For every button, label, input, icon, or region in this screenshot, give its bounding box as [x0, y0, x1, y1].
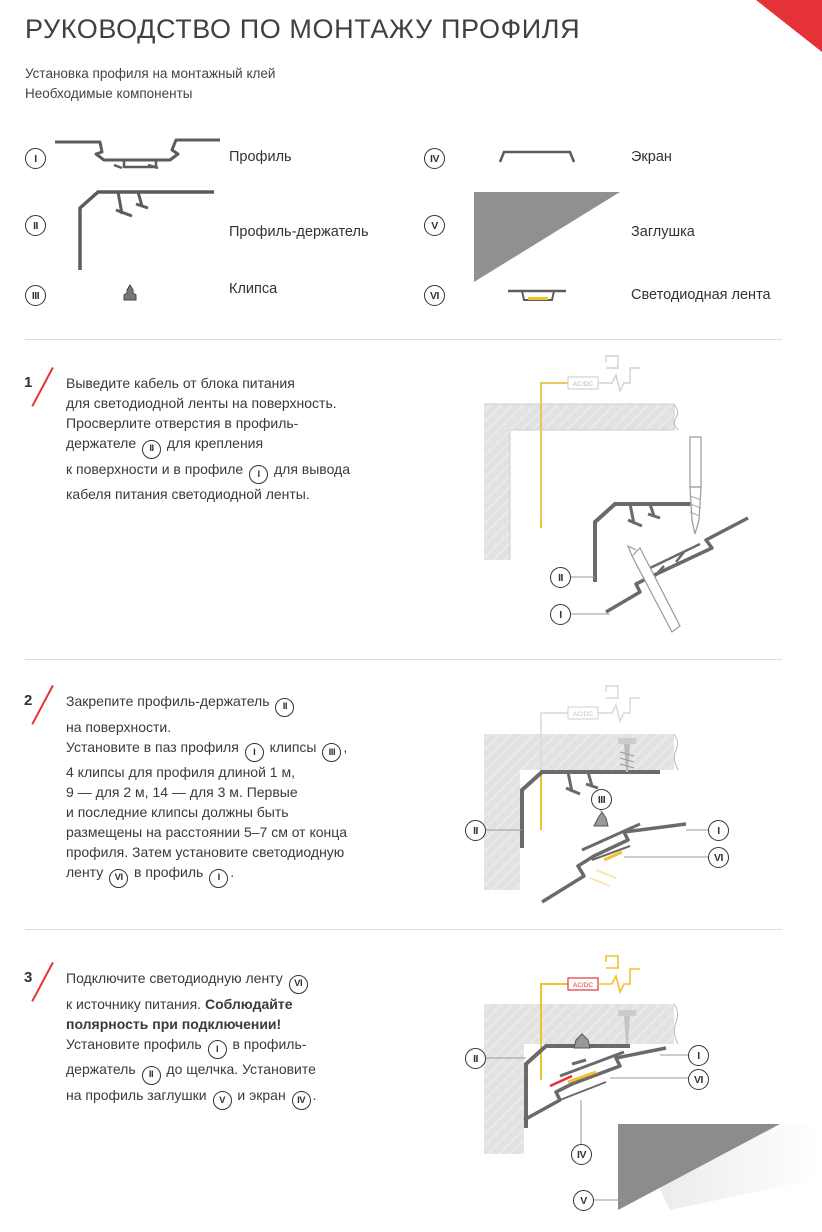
text-segment: Выведите кабель от блока питания: [66, 375, 295, 391]
step-text-line: [66, 994, 316, 1014]
component-label-clip: Клипса: [229, 281, 278, 297]
step-text-line: [66, 691, 347, 717]
callout-iii: III: [591, 789, 612, 810]
step-text-line: [66, 862, 347, 888]
callout-ii: II: [550, 567, 571, 588]
step-2-text: [66, 691, 347, 888]
text-segment: размещены на расстоянии 5–7 см от конца: [66, 824, 348, 840]
step1-diagram: [484, 356, 748, 632]
callout-i: I: [550, 604, 571, 625]
psu-label: AC/DC: [572, 711, 594, 718]
text-segment: для светодиодной ленты на поверхность.: [66, 395, 337, 411]
page-title: РУКОВОДСТВО ПО МОНТАЖУ ПРОФИЛЯ: [25, 14, 581, 44]
drill-icon: [628, 546, 680, 632]
text-segment: ,: [343, 738, 348, 755]
inline-component-ref: I: [249, 465, 268, 484]
step-text-line: [66, 822, 347, 842]
component-number-i: I: [25, 148, 46, 169]
holder-profile-icon: [80, 192, 214, 270]
text-segment: на поверхности.: [66, 718, 172, 735]
text-segment: Просверлите отверстия в профиль-: [66, 415, 299, 431]
clip-icon: [594, 812, 608, 826]
components-heading: Необходимые компоненты: [25, 86, 193, 101]
component-label-led-strip: Светодиодная лента: [631, 287, 771, 303]
step-text-line: [66, 413, 350, 433]
page-subtitle: Установка профиля на монтажный клей: [25, 66, 276, 81]
text-segment: Закрепите профиль-держатель: [66, 693, 274, 709]
component-number-ii: II: [25, 215, 46, 236]
inline-component-ref: IV: [292, 1091, 311, 1110]
step-text-line: [66, 842, 347, 862]
step-text-line: [66, 762, 347, 782]
divider: [25, 929, 782, 930]
text-segment: к источнику питания.: [66, 995, 205, 1012]
text-segment: на профиль заглушки: [66, 1086, 211, 1103]
callout-iv: IV: [571, 1144, 592, 1165]
component-label-screen: Экран: [631, 149, 672, 165]
step-number: 2: [24, 692, 33, 709]
text-segment: в профиль-: [228, 1035, 307, 1052]
inline-component-ref: VI: [289, 975, 308, 994]
step-text-line: [66, 373, 350, 393]
inline-component-ref: I: [209, 869, 228, 888]
callout-v: V: [573, 1190, 594, 1211]
profile-icon: [55, 140, 220, 168]
drill-icon: [690, 437, 701, 534]
inline-component-ref: II: [275, 698, 294, 717]
inline-component-ref: I: [245, 743, 264, 762]
callout-i: I: [688, 1045, 709, 1066]
inline-component-ref: III: [322, 743, 341, 762]
step-1-text: [66, 373, 350, 504]
component-number-v: V: [424, 215, 445, 236]
step-text-line: [66, 1034, 316, 1060]
component-number-vi: VI: [424, 285, 445, 306]
clip-icon: [124, 285, 136, 300]
step-text-line: [66, 393, 350, 413]
step-text-line: [66, 737, 347, 763]
callout-ii: II: [465, 1048, 486, 1069]
text-segment: держателе: [66, 435, 141, 451]
text-segment: .: [230, 864, 235, 880]
text-segment: и экран: [233, 1086, 290, 1103]
text-segment: Установите профиль: [66, 1035, 206, 1052]
bold-warning-text: Соблюдайте: [204, 995, 293, 1012]
end-cap-icon: [474, 192, 620, 282]
text-segment: к поверхности и в профиле: [66, 460, 248, 477]
text-segment: в профиль: [130, 864, 208, 880]
component-number-iii: III: [25, 285, 46, 306]
text-segment: кабеля питания светодиодной ленты.: [66, 486, 310, 502]
text-segment: до щелчка. Установите: [162, 1061, 316, 1077]
step3-diagram: [484, 956, 822, 1210]
step-text-line: [66, 717, 347, 737]
inline-component-ref: II: [142, 440, 161, 459]
step-text-line: [66, 433, 350, 459]
inline-component-ref: V: [213, 1091, 232, 1110]
component-label-end-cap: Заглушка: [631, 224, 695, 240]
text-segment: Подключите светодиодную ленту: [66, 970, 287, 986]
callout-vi: VI: [688, 1069, 709, 1090]
divider: [25, 659, 782, 660]
component-number-iv: IV: [424, 148, 445, 169]
text-segment: и последние клипсы должны быть: [66, 804, 289, 820]
text-segment: клипсы: [265, 738, 321, 755]
inline-component-ref: VI: [109, 869, 128, 888]
callout-ii: II: [465, 820, 486, 841]
text-segment: Установите в паз профиля: [66, 738, 243, 755]
text-segment: .: [312, 1086, 317, 1103]
psu-label: AC/DC: [572, 381, 594, 388]
text-segment: ленту: [66, 864, 108, 880]
callout-i: I: [708, 820, 729, 841]
screen-icon: [500, 152, 574, 162]
step-number: 3: [24, 969, 33, 986]
step-text-line: [66, 484, 350, 504]
text-segment: держатель: [66, 1061, 140, 1077]
inline-component-ref: I: [208, 1040, 227, 1059]
step-text-line: [66, 782, 347, 802]
led-strip-icon: [508, 291, 566, 300]
psu-label: AC/DC: [572, 982, 594, 989]
text-segment: профиля. Затем установите светодиодную: [66, 844, 345, 860]
step-text-line: [66, 459, 350, 485]
component-label-profile: Профиль: [229, 149, 292, 165]
component-label-holder: Профиль-держатель: [229, 224, 369, 240]
text-segment: 9 — для 2 м, 14 — для 3 м. Первые: [66, 784, 298, 800]
text-segment: для крепления: [163, 435, 264, 451]
inline-component-ref: II: [142, 1066, 161, 1085]
text-segment: для вывода: [270, 460, 351, 477]
callout-vi: VI: [708, 847, 729, 868]
text-segment: 4 клипсы для профиля длиной 1 м,: [66, 764, 295, 780]
step-number: 1: [24, 374, 33, 391]
step-text-line: [66, 1085, 316, 1111]
step-3-text: [66, 968, 316, 1110]
step-text-line: [66, 802, 347, 822]
step-text-line: [66, 1014, 316, 1034]
bold-warning-text: полярность при подключении!: [66, 1015, 282, 1032]
step-text-line: [66, 968, 316, 994]
divider: [25, 339, 782, 340]
step-text-line: [66, 1059, 316, 1085]
